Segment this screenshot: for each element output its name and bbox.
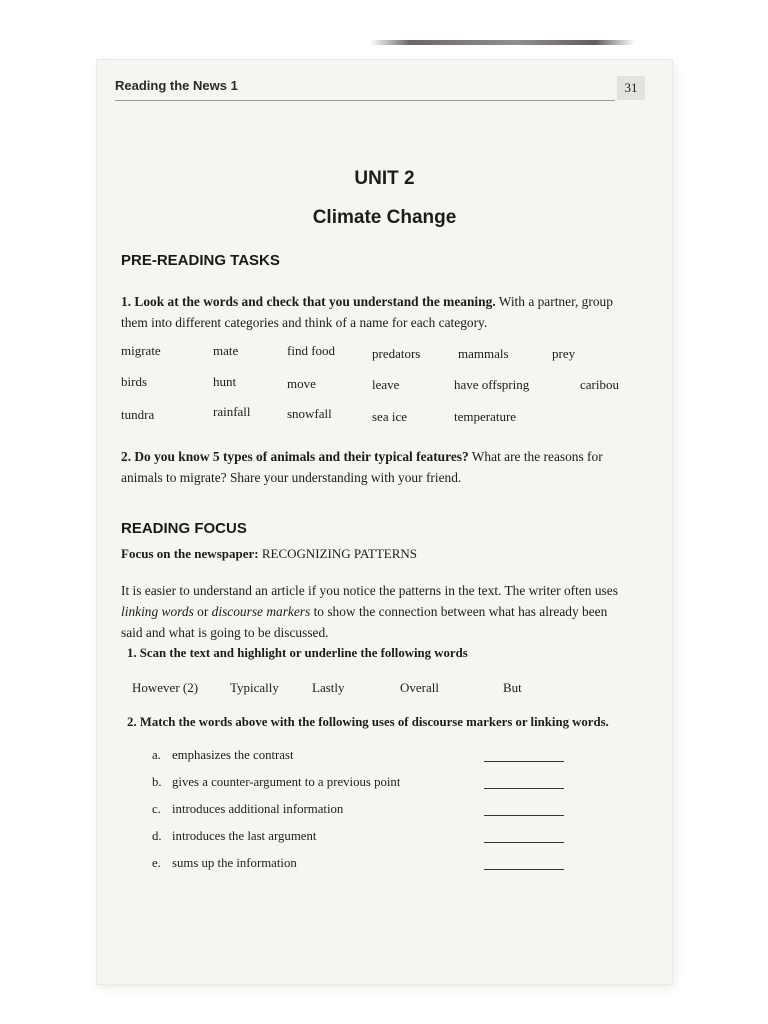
unit-title: Climate Change	[312, 207, 457, 228]
match-task: 2. Match the words above with the following uses of discourse markers or linking words.	[127, 715, 609, 729]
focus-em-linking: linking words	[121, 604, 194, 619]
reading-focus-heading: READING FOCUS	[121, 520, 247, 537]
vocab-word: have offspring	[454, 377, 530, 392]
item-letter: a.	[152, 748, 161, 762]
answer-blank[interactable]	[484, 815, 564, 816]
list-item	[152, 802, 632, 824]
header-rule	[115, 100, 615, 101]
task2-instructions	[121, 446, 621, 488]
item-text: emphasizes the contrast	[172, 748, 294, 762]
answer-blank[interactable]	[484, 869, 564, 870]
focus-text-1: It is easier to understand an article if you notice the patterns in the text. The writer often uses	[121, 583, 618, 598]
marker-word: But	[503, 680, 522, 695]
top-page-edge	[370, 40, 635, 45]
vocab-word: caribou	[580, 377, 619, 392]
list-item	[152, 856, 632, 878]
vocab-word: move	[287, 376, 316, 391]
answer-blank[interactable]	[484, 788, 564, 789]
vocab-word: rainfall	[213, 404, 251, 419]
focus-em-markers: discourse markers	[211, 604, 311, 619]
vocab-word: predators	[372, 346, 421, 361]
focus-text-3: to show the connection between what has already been said and what is going to be discussed.	[121, 604, 608, 640]
item-text: gives a counter-argument to a previous point	[172, 775, 401, 789]
marker-word-row	[132, 680, 612, 700]
item-letter: b.	[152, 775, 162, 789]
focus-sub-label: Focus on the newspaper:	[121, 546, 259, 561]
list-item	[152, 748, 632, 770]
vocab-word: snowfall	[287, 406, 332, 421]
page-header	[115, 76, 637, 106]
vocab-word: temperature	[454, 409, 517, 424]
marker-word: Lastly	[312, 680, 345, 695]
vocab-word: prey	[552, 346, 576, 361]
focus-text-2: or	[193, 604, 212, 619]
list-item	[152, 829, 632, 851]
answer-blank[interactable]	[484, 761, 564, 762]
vocab-word: find food	[287, 343, 336, 358]
vocab-word: birds	[121, 374, 147, 389]
item-letter: e.	[152, 856, 161, 870]
marker-word: Overall	[400, 680, 439, 695]
vocab-word: mammals	[458, 346, 509, 361]
marker-word: Typically	[230, 680, 279, 695]
pre-reading-heading: PRE-READING TASKS	[121, 252, 280, 269]
list-item	[152, 775, 632, 797]
focus-subheading	[121, 546, 417, 562]
vocab-word: leave	[372, 377, 400, 392]
item-letter: d.	[152, 829, 162, 843]
task2-bold: 2. Do you know 5 types of animals and their typical features?	[121, 449, 469, 464]
item-text: sums up the information	[172, 856, 297, 870]
vocabulary-grid	[121, 343, 621, 433]
vocab-word: hunt	[213, 374, 237, 389]
focus-paragraph	[121, 580, 621, 643]
task1-bold: 1. Look at the words and check that you understand the meaning.	[121, 294, 496, 309]
task2-text: What are the reasons for animals to migrate? Share your understanding with your friend.	[121, 449, 603, 485]
task1-instructions	[121, 291, 621, 333]
focus-sub-topic: RECOGNIZING PATTERNS	[258, 546, 418, 561]
vocab-word: mate	[213, 343, 239, 358]
item-letter: c.	[152, 802, 161, 816]
vocab-word: tundra	[121, 407, 155, 422]
marker-word: However (2)	[132, 680, 199, 695]
textbook-page	[97, 60, 672, 984]
vocab-word: migrate	[121, 343, 161, 358]
task1-text: With a partner, group them into different categories and think of a name for each category.	[121, 294, 613, 330]
item-text: introduces the last argument	[172, 829, 317, 843]
unit-label: UNIT 2	[354, 168, 415, 189]
item-text: introduces additional information	[172, 802, 344, 816]
page-number: 31	[617, 76, 645, 100]
vocab-word: sea ice	[372, 409, 408, 424]
scan-task: 1. Scan the text and highlight or underline the following words	[127, 646, 468, 660]
running-head: Reading the News 1	[115, 78, 238, 93]
answer-blank[interactable]	[484, 842, 564, 843]
